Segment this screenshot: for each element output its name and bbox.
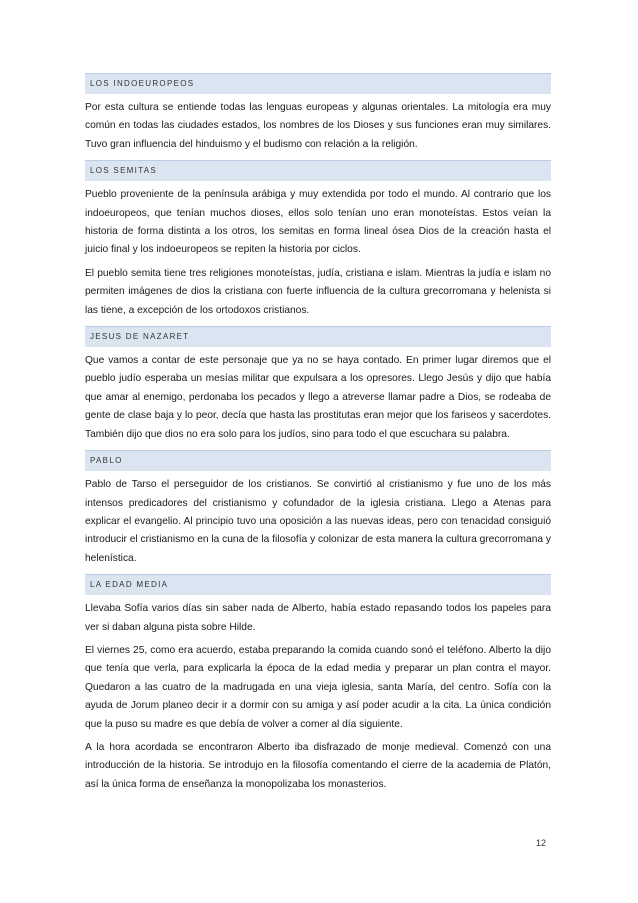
section-heading: PABLO — [85, 450, 551, 471]
section-indoeuropeos — [85, 73, 551, 154]
paragraph: Llevaba Sofía varios días sin saber nada de Alberto, había estado repasando todos los papeles para ver si daban alguna pista sobre Hilde. — [85, 603, 551, 633]
section-edad-media — [85, 574, 551, 794]
paragraph: El viernes 25, como era acuerdo, estaba preparando la comida cuando sonó el teléfono. Alberto la dijo que tenía que verla, para explicarla la época de la edad media y preparar un plan contra el mayor. Quedaron a las cuatro de la madrugada en una vieja iglesia, santa María, del centro. Sofía con la ayuda de Jorum planeo decir ir a dormir con su amiga y así poder acudir a la cita. La única condición que la puso su madre es que debía de volver a comer al día siguiente. — [85, 644, 551, 730]
section-jesus — [85, 326, 551, 444]
paragraph: A la hora acordada se encontraron Alberto iba disfrazado de monje medieval. Comenzó con una introducción de la historia. Se introdujo en la filosofía comentando el cierre de la academia de Platón, así la única forma de enseñanza la monopolizaba los monasterios. — [85, 741, 551, 790]
paragraph: El pueblo semita tiene tres religiones monoteístas, judía, cristiana e islam. Mientras la judía e islam no permiten imágenes de dios la cristiana con fuerte influencia de la cultura grecorromana y helenista si las tiene, a excepción de los ortodoxos cristianos. — [85, 267, 551, 316]
section-heading: LOS INDOEUROPEOS — [85, 73, 551, 94]
paragraph: Por esta cultura se entiende todas las lenguas europeas y algunas orientales. La mitología era muy común en todas las ciudades estados, los nombres de los Dioses y sus funciones eran muy similares. Tuvo gran influencia del hinduismo y el budismo con relación a la religión. — [85, 102, 551, 150]
paragraph: Pueblo proveniente de la península arábiga y muy extendida por todo el mundo. Al contrario que los indoeuropeos, que tenían muchos dioses, ellos solo tenían uno eran monoteístas. Estos veían la historia de forma distinta a los otros, los semitas en forma lineal ósea Dios de la creación hasta el juicio final y los indoeuropeos se repiten la historia por ciclos. — [85, 189, 551, 256]
paragraph: Pablo de Tarso el perseguidor de los cristianos. Se convirtió al cristianismo y fue uno de los más intensos predicadores del cristianismo y cofundador de la iglesia cristiana. Llego a Atenas para explicar el evangelio. Al principio tuvo una oposición a las nuevas ideas, pero con tenacidad consiguió introducir el cristianismo en la cuna de la filosofía y colonizar de esta manera la cultura grecorromana y helenística. — [85, 479, 551, 564]
section-heading: JESUS DE NAZARET — [85, 326, 551, 347]
section-pablo — [85, 450, 551, 568]
section-semitas — [85, 160, 551, 320]
paragraph: Que vamos a contar de este personaje que ya no se haya contado. En primer lugar diremos que el pueblo judío esperaba un mesías militar que expulsara a los opresores. Llego Jesús y dijo que había que amar al enemigo, perdonaba los pecados y llego a atreverse llamar padre a Dios, se rodeaba de gente de clase baja y lo peor, decía que hasta las prostitutas eran mejor que los fariseos y sacerdotes. También dijo que dios no era solo para los judíos, sino para todo el que escuchara su palabra. — [85, 355, 551, 440]
section-heading: LOS SEMITAS — [85, 160, 551, 181]
page-number: 12 — [536, 838, 547, 848]
page-content — [85, 73, 551, 794]
section-heading: LA EDAD MEDIA — [85, 574, 551, 595]
